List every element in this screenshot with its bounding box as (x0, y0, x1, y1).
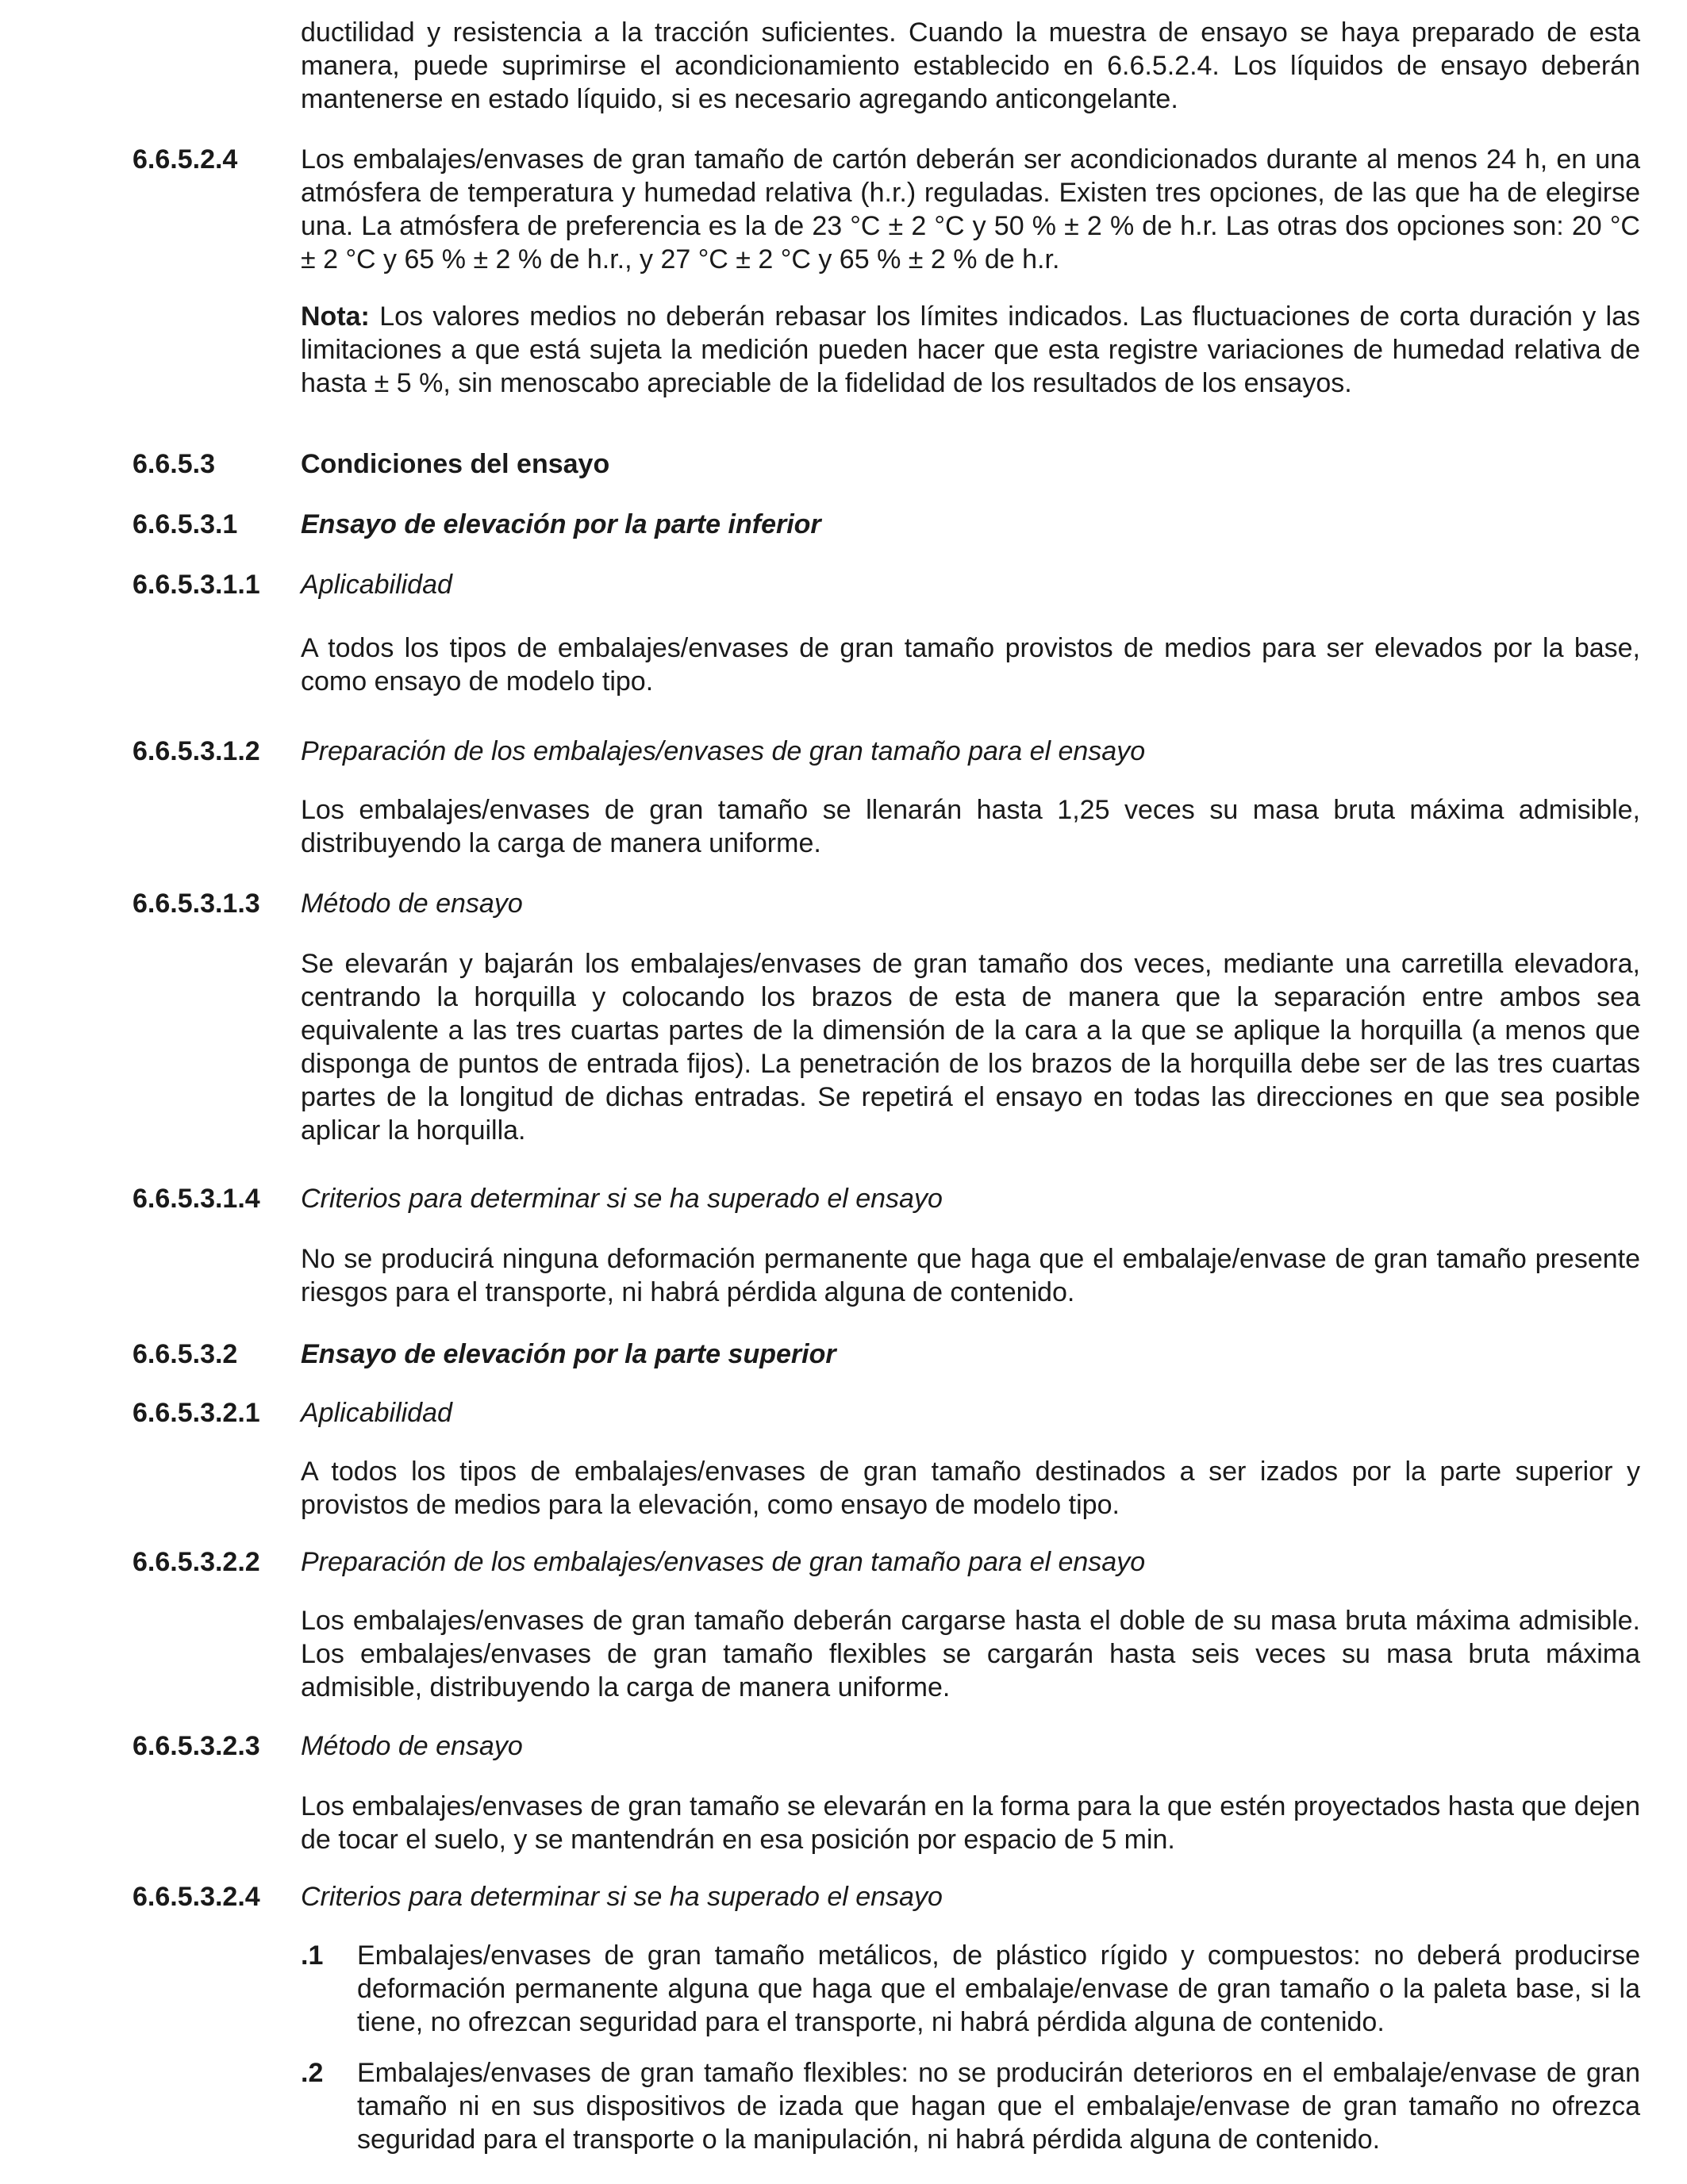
section-heading: Criterios para determinar si se ha superado el ensayo (301, 1882, 943, 1912)
section-6-6-5-3-1-1 (133, 568, 1640, 601)
section-text: Los embalajes/envases de gran tamaño de cartón deberán ser acondicionados durante al menos 24 h, en una atmósfera de temperatura y humedad relativa (h.r.) reguladas. Existen tres opciones, de las que ha de elegirse una. La atmósfera de preferencia es la de 23 °C ± 2 °C y 50 % ± 2 % de h.r. Las otras dos opciones son: 20 °C ± 2 °C y 65 % ± 2 % de h.r., y 27 °C ± 2 °C y 65 % ± 2 % de h.r. (301, 144, 1640, 274)
section-6-6-5-3-1-3 (133, 887, 1640, 920)
list-item (301, 1939, 1640, 2039)
section-6-6-5-3-2-3 (133, 1729, 1640, 1763)
section-6-6-5-3-1-4 (133, 1182, 1640, 1215)
section-text: Los embalajes/envases de gran tamaño se elevarán en la forma para la que estén proyectados hasta que dejen de tocar el suelo, y se mantendrán en esa posición por espacio de 5 min. (301, 1791, 1640, 1855)
section-6-6-5-3-2-1 (133, 1396, 1640, 1430)
note-label: Nota: (301, 301, 370, 332)
section-number: 6.6.5.3.1.1 (133, 570, 260, 600)
section-heading: Aplicabilidad (301, 1398, 452, 1428)
section-number: 6.6.5.3.1.2 (133, 736, 260, 766)
section-6-6-5-3-1-2 (133, 735, 1640, 768)
section-heading: Condiciones del ensayo (301, 449, 610, 479)
list-item-text: Embalajes/envases de gran tamaño metálicos, de plástico rígido y compuestos: no deberá producirse deformación permanente alguna que haga que el embalaje/envase de gran tamaño o la paleta base, si la tiene, no ofrezcan seguridad para el transporte, ni habrá pérdida alguna de contenido. (357, 1940, 1640, 2037)
section-number: 6.6.5.2.4 (133, 144, 238, 175)
intro-paragraph: ductilidad y resistencia a la tracción suficientes. Cuando la muestra de ensayo se haya preparado de esta manera, puede suprimirse el acondicionamiento establecido en 6.6.5.2.4. Los líquidos de ensayo deberán mantenerse en estado líquido, si es necesario agregando anticongelante. (301, 17, 1640, 114)
list-marker: .1 (301, 1940, 324, 1971)
list-marker: .2 (301, 2058, 324, 2088)
section-number: 6.6.5.3.2.4 (133, 1882, 260, 1912)
list-item (301, 2056, 1640, 2156)
section-number: 6.6.5.3.2 (133, 1339, 238, 1369)
section-text: A todos los tipos de embalajes/envases de gran tamaño provistos de medios para ser elevados por la base, como ensayo de modelo tipo. (301, 633, 1640, 697)
note-paragraph (301, 300, 1640, 400)
section-text: A todos los tipos de embalajes/envases de gran tamaño destinados a ser izados por la parte superior y provistos de medios para la elevación, como ensayo de modelo tipo. (301, 1457, 1640, 1520)
section-heading: Ensayo de elevación por la parte superior (301, 1339, 836, 1369)
section-text: Los embalajes/envases de gran tamaño deberán cargarse hasta el doble de su masa bruta máxima admisible. Los embalajes/envases de gran tamaño flexibles se cargarán hasta seis veces su masa bruta máxima admisible, distribuyendo la carga de manera uniforme. (301, 1606, 1640, 1702)
section-text: No se producirá ninguna deformación permanente que haga que el embalaje/envase de gran tamaño presente riesgos para el transporte, ni habrá pérdida alguna de contenido. (301, 1244, 1640, 1307)
section-heading: Criterios para determinar si se ha superado el ensayo (301, 1184, 943, 1214)
section-number: 6.6.5.3.2.3 (133, 1731, 260, 1761)
section-heading: Método de ensayo (301, 1731, 523, 1761)
list-item-text: Embalajes/envases de gran tamaño flexibles: no se producirán deterioros en el embalaje/envase de gran tamaño ni en sus dispositivos de izada que hagan que el embalaje/envase de gran tamaño no ofrezca seguridad para el transporte o la manipulación, ni habrá pérdida alguna de contenido. (357, 2058, 1640, 2155)
section-number: 6.6.5.3.1.3 (133, 889, 260, 919)
section-6-6-5-3-1 (133, 508, 1640, 541)
section-number: 6.6.5.3.2.1 (133, 1398, 260, 1428)
section-text: Los embalajes/envases de gran tamaño se llenarán hasta 1,25 veces su masa bruta máxima admisible, distribuyendo la carga de manera uniforme. (301, 795, 1640, 858)
section-6-6-5-3-2 (133, 1338, 1640, 1371)
section-6-6-5-3 (133, 447, 1640, 481)
note-text: Los valores medios no deberán rebasar los límites indicados. Las fluctuaciones de corta duración y las limitaciones a que está sujeta la medición pueden hacer que esta registre variaciones de humedad relativa de hasta ± 5 %, sin menoscabo apreciable de la fidelidad de los resultados de los ensayos. (301, 301, 1640, 398)
section-number: 6.6.5.3 (133, 449, 215, 479)
section-text: Se elevarán y bajarán los embalajes/envases de gran tamaño dos veces, mediante una carretilla elevadora, centrando la horquilla y colocando los brazos de esta de manera que la separación entre ambos sea equivalente a las tres cuartas partes de la dimensión de la cara a la que se aplique la horquilla (a menos que disponga de puntos de entrada fijos). La penetración de los brazos de la horquilla debe ser de las tres cuartas partes de la longitud de dichas entradas. Se repetirá el ensayo en todas las direcciones en que sea posible aplicar la horquilla. (301, 949, 1640, 1146)
section-number: 6.6.5.3.2.2 (133, 1547, 260, 1577)
section-6-6-5-3-2-4 (133, 1880, 1640, 1913)
section-heading: Preparación de los embalajes/envases de gran tamaño para el ensayo (301, 736, 1146, 766)
section-number: 6.6.5.3.1.4 (133, 1184, 260, 1214)
section-6-6-5-3-2-2 (133, 1545, 1640, 1579)
section-number: 6.6.5.3.1 (133, 509, 238, 539)
section-heading: Preparación de los embalajes/envases de gran tamaño para el ensayo (301, 1547, 1146, 1577)
section-6-6-5-2-4 (133, 143, 1640, 276)
section-heading: Ensayo de elevación por la parte inferior (301, 509, 821, 539)
section-heading: Método de ensayo (301, 889, 523, 919)
section-heading: Aplicabilidad (301, 570, 452, 600)
